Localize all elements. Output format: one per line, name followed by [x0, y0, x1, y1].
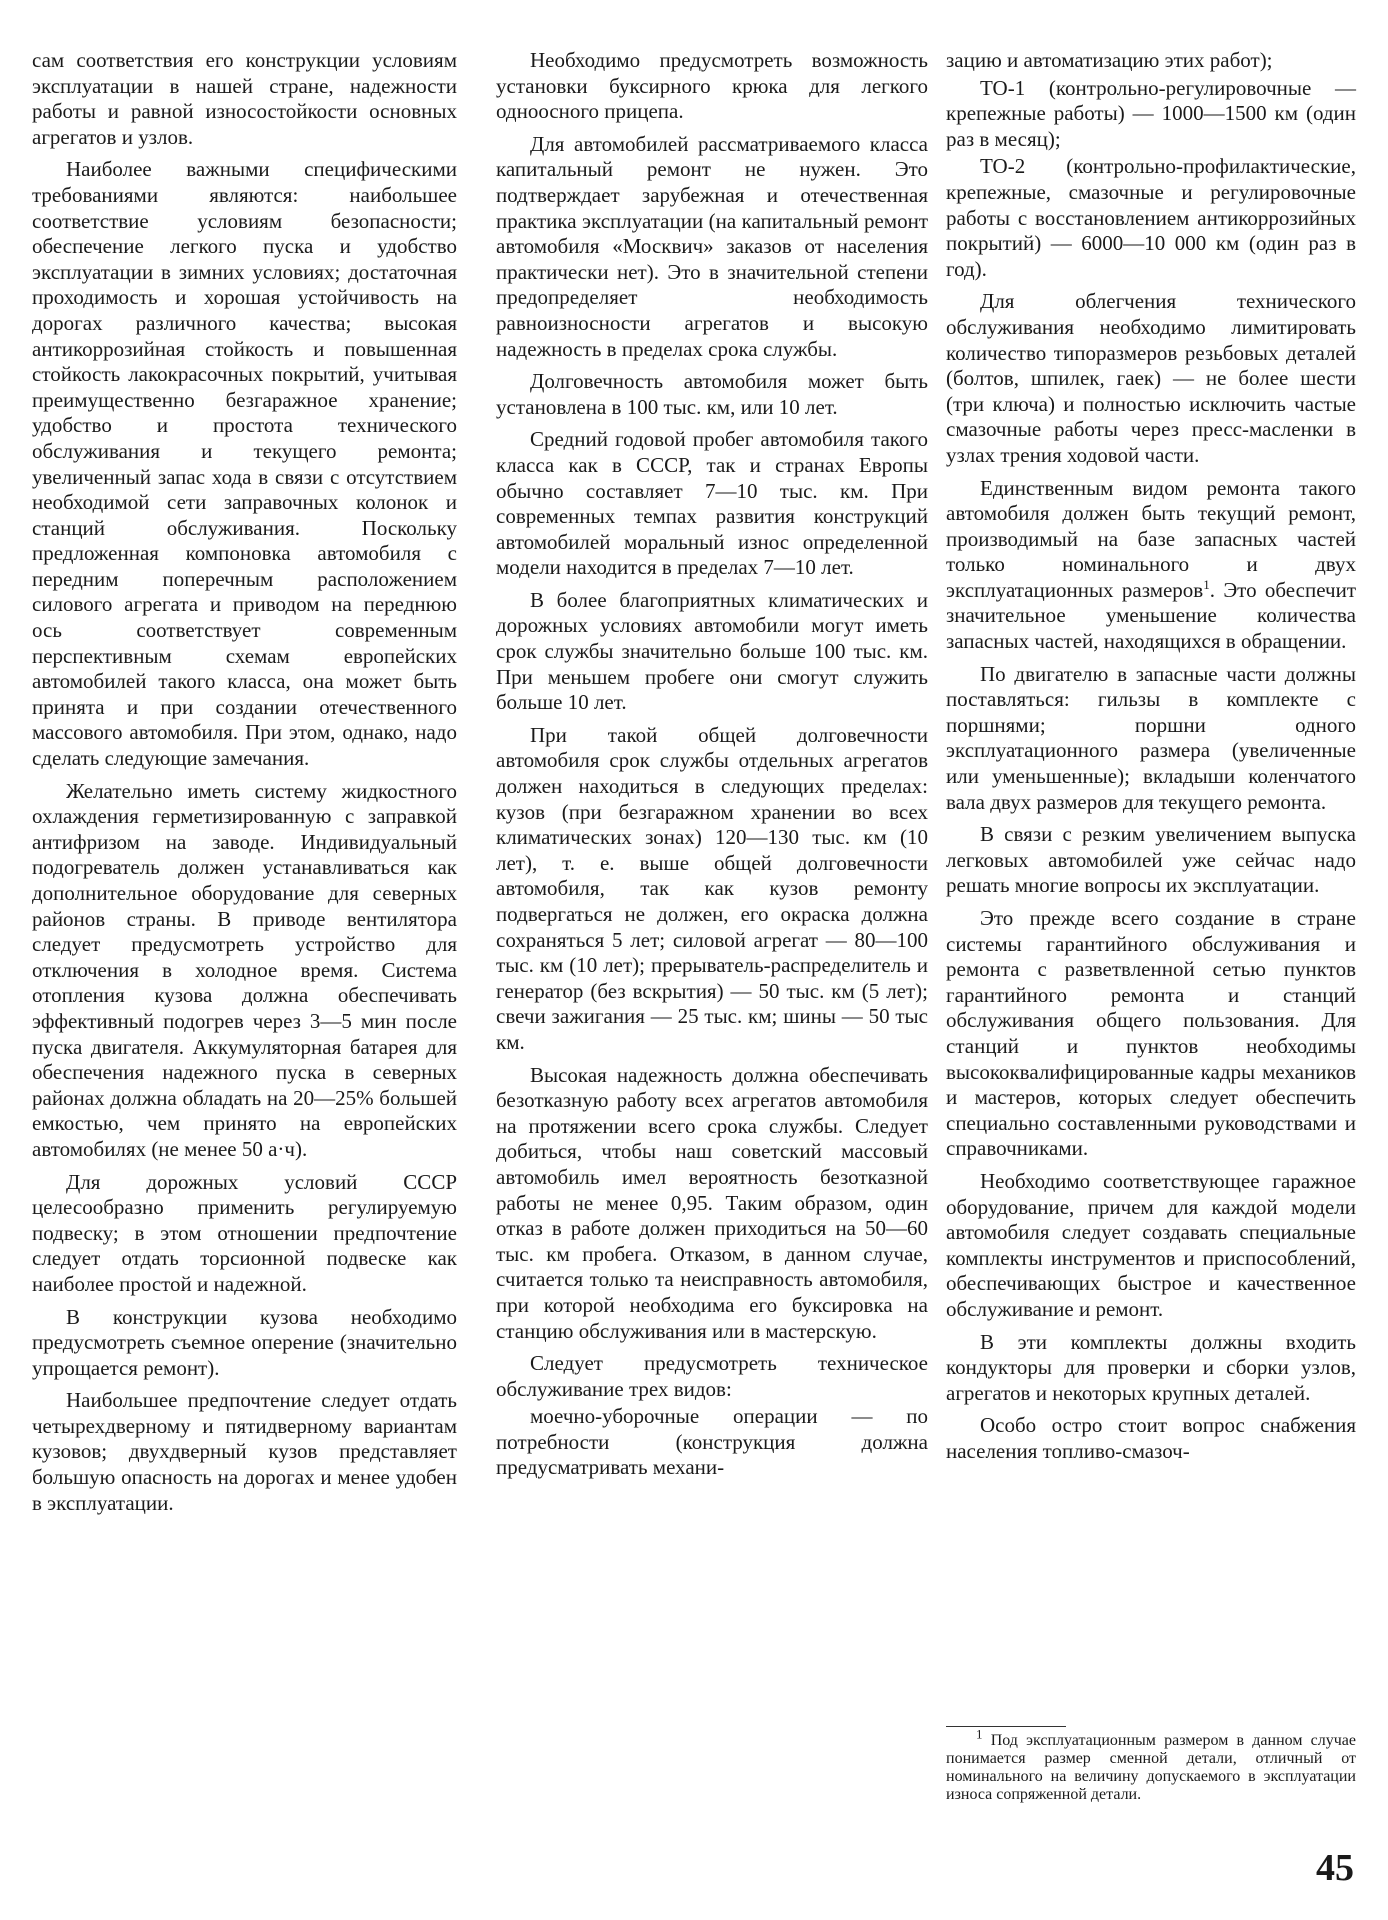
paragraph: моечно-уборочные операции — по потребности (конструкция должна предусматривать механи- [496, 1404, 928, 1480]
paragraph: Для дорожных условий СССР целесообразно применить регулируемую подвеску; в этом отношении предпочтение следует отдать торсионной подвеске как наиболее простой и надежной. [32, 1169, 457, 1296]
paragraph: Долговечность автомобиля может быть установлена в 100 тыс. км, или 10 лет. [496, 369, 928, 419]
paragraph: ТО-1 (контрольно-регулировочные — крепежные работы) — 1000—1500 км (один раз в месяц); [946, 75, 1356, 151]
paragraph-text: Единственным видом ремонта такого автомобиля должен быть текущий ремонт, производимый на базе запасных частей только номинального и двух эксплуатационных размеров [946, 475, 1356, 602]
paragraph: Наибольшее предпочтение следует отдать четырехдверному и пятидверному вариантам кузовов; двухдверный кузов представляет большую опасность на дорогах и менее удобен в эксплуатации. [32, 1388, 457, 1515]
paragraph: В более благоприятных климатических и дорожных условиях автомобили могут иметь срок службы значительно больше 100 тыс. км. При меньшем пробеге они смогут служить больше 10 лет. [496, 587, 928, 715]
paragraph: сам соответствия его конструкции условиям эксплуатации в нашей стране, надежности работы и равной износостойкости основных агрегатов и узлов. [32, 48, 457, 149]
paragraph: Следует предусмотреть техническое обслуживание трех видов: [496, 1351, 928, 1401]
paragraph: Необходимо соответствующее гаражное оборудование, причем для каждой модели автомобиля следует создавать специальные комплекты инструментов и приспособлений, обеспечивающих быстрое и качественное обслуживание и ремонт. [946, 1168, 1356, 1321]
paragraph: Средний годовой пробег автомобиля такого класса как в СССР, так и странах Европы обычно составляет 7—10 тыс. км. При современных темпах развития конструкций автомобилей моральный износ определенной модели находится в пределах 7—10 лет. [496, 427, 928, 580]
paragraph: По двигателю в запасные части должны поставляться: гильзы в комплекте с поршнями; поршни одного эксплуатационного размера (увеличенные или уменьшенные); вкладыши коленчатого вала двух размеров для текущего ремонта. [946, 661, 1356, 814]
footnote-marker: 1 [976, 1726, 983, 1742]
paragraph: Особо остро стоит вопрос снабжения населения топливо-смазоч- [946, 1413, 1356, 1463]
paragraph: Желательно иметь систему жидкостного охлаждения герметизированную с заправкой антифризом на заводе. Индивидуальный подогреватель должен устанавливаться как дополнительное оборудование для северных районов страны. В приводе вентилятора следует предусмотреть устройство для отключения в холодное время. Система отопления кузова должна обеспечивать эффективный подогрев через 3—5 мин после пуска двигателя. Аккумуляторная батарея для обеспечения надежного пуска в северных районах должна обладать на 20—25% большей емкостью, чем принято на европейских автомобилях (не менее 50 а·ч). [32, 778, 457, 1161]
paragraph-text: . Это обеспечит значительное уменьшение количества запасных частей, находящихся в обращении. [946, 577, 1356, 654]
paragraph: В эти комплекты должны входить кондукторы для проверки и сборки узлов, агрегатов и некоторых крупных деталей. [946, 1329, 1356, 1405]
paragraph: В связи с резким увеличением выпуска легковых автомобилей уже сейчас надо решать многие вопросы их эксплуатации. [946, 822, 1356, 898]
paragraph: Это прежде всего создание в стране системы гарантийного обслуживания и ремонта с разветвленной сетью пунктов гарантийного ремонта и станций обслуживания общего пользования. Для станций и пунктов необходимы высококвалифицированные кадры механиков и мастеров, которых следует обеспечить специально составленными руководствами и справочниками. [946, 906, 1356, 1161]
page-number: 45 [1316, 1847, 1354, 1889]
paragraph: Наиболее важными специфическими требованиями являются: наибольшее соответствие условиям безопасности; обеспечение легкого пуска и удобство эксплуатации в зимних условиях; достаточная проходимость и хорошая устойчивость на дорогах различного качества; высокая антикоррозийная стойкость и повышенная стойкость лакокрасочных покрытий, учитывая преимущественно безгаражное хранение; удобство и простота технического обслуживания и текущего ремонта; увеличенный запас хода в связи с отсутствием необходимой сети заправочных колонок и станций обслуживания. Поскольку предложенная компоновка автомобиля с передним поперечным расположением силового агрегата и приводом на переднюю ось соответствует современным перспективным схемам европейских автомобилей такого класса, она может быть принята и при создании отечественного массового автомобиля. При этом, однако, надо сделать следующие замечания. [32, 157, 457, 771]
paragraph: Необходимо предусмотреть возможность установки буксирного крюка для легкого одноосного прицепа. [496, 48, 928, 124]
footnote [946, 1726, 1357, 1804]
paragraph: ТО-2 (контрольно-профилактические, крепежные, смазочные и регулировочные работы с восстановлением антикоррозийных покрытий) — 6000—10 000 км (один раз в год). [946, 154, 1356, 281]
paragraph: Высокая надежность должна обеспечивать безотказную работу всех агрегатов автомобиля на протяжении всего срока службы. Следует добиться, чтобы наш советский массовый автомобиль имел вероятность безотказной работы не менее 0,95. Таким образом, один отказ в работе должен приходиться на 50—60 тыс. км пробега. Отказом, в данном случае, считается только та неисправность автомобиля, при которой необходима его буксировка на станцию обслуживания или в мастерскую. [496, 1062, 928, 1343]
paragraph-with-footnote [946, 476, 1356, 655]
paragraph: зацию и автоматизацию этих работ); [946, 48, 1273, 72]
text-column-2 [496, 48, 928, 1483]
text-column-3 [946, 48, 1356, 1471]
paragraph: В конструкции кузова необходимо предусмотреть съемное оперение (значительно упрощается ремонт). [32, 1304, 457, 1380]
paragraph: Для облегчения технического обслуживания необходимо лимитировать количество типоразмеров резьбовых деталей (болтов, шпилек, гаек) — не более шести (три ключа) и полностью исключить частые смазочные работы через пресс-масленки в узлах трения ходовой части. [946, 289, 1356, 467]
footnote-text: Под эксплуатационным размером в данном случае понимается размер сменной детали, отличный от номинального на величину допускаемого в эксплуатации износа сопряженной детали. [946, 1732, 1357, 1803]
text-column-1 [32, 48, 457, 1523]
paragraph: Для автомобилей рассматриваемого класса капитальный ремонт не нужен. Это подтверждает зарубежная и отечественная практика эксплуатации (на капитальный ремонт автомобиля «Москвич» заказов от населения практически нет). Это в значительной степени предопределяет необходимость равноизносности агрегатов и высокую надежность в пределах срока службы. [496, 131, 928, 361]
footnote-divider [946, 1726, 1066, 1727]
paragraph: При такой общей долговечности автомобиля срок службы отдельных агрегатов должен находиться в следующих пределах: кузов (при безгаражном хранении во всех климатических зонах) 120—130 тыс. км (10 лет), т. е. выше общей долговечности автомобиля, так как кузов ремонту подвергаться не должен, его окраска должна сохраняться 5 лет; силовой агрегат — 80—100 тыс. км (10 лет); прерыватель-распределитель и генератор (без вскрытия) — 50 тыс. км (5 лет); свечи зажигания — 25 тыс. км; шины — 50 тыс км. [496, 722, 928, 1054]
footnote-reference: 1 [1203, 576, 1210, 592]
